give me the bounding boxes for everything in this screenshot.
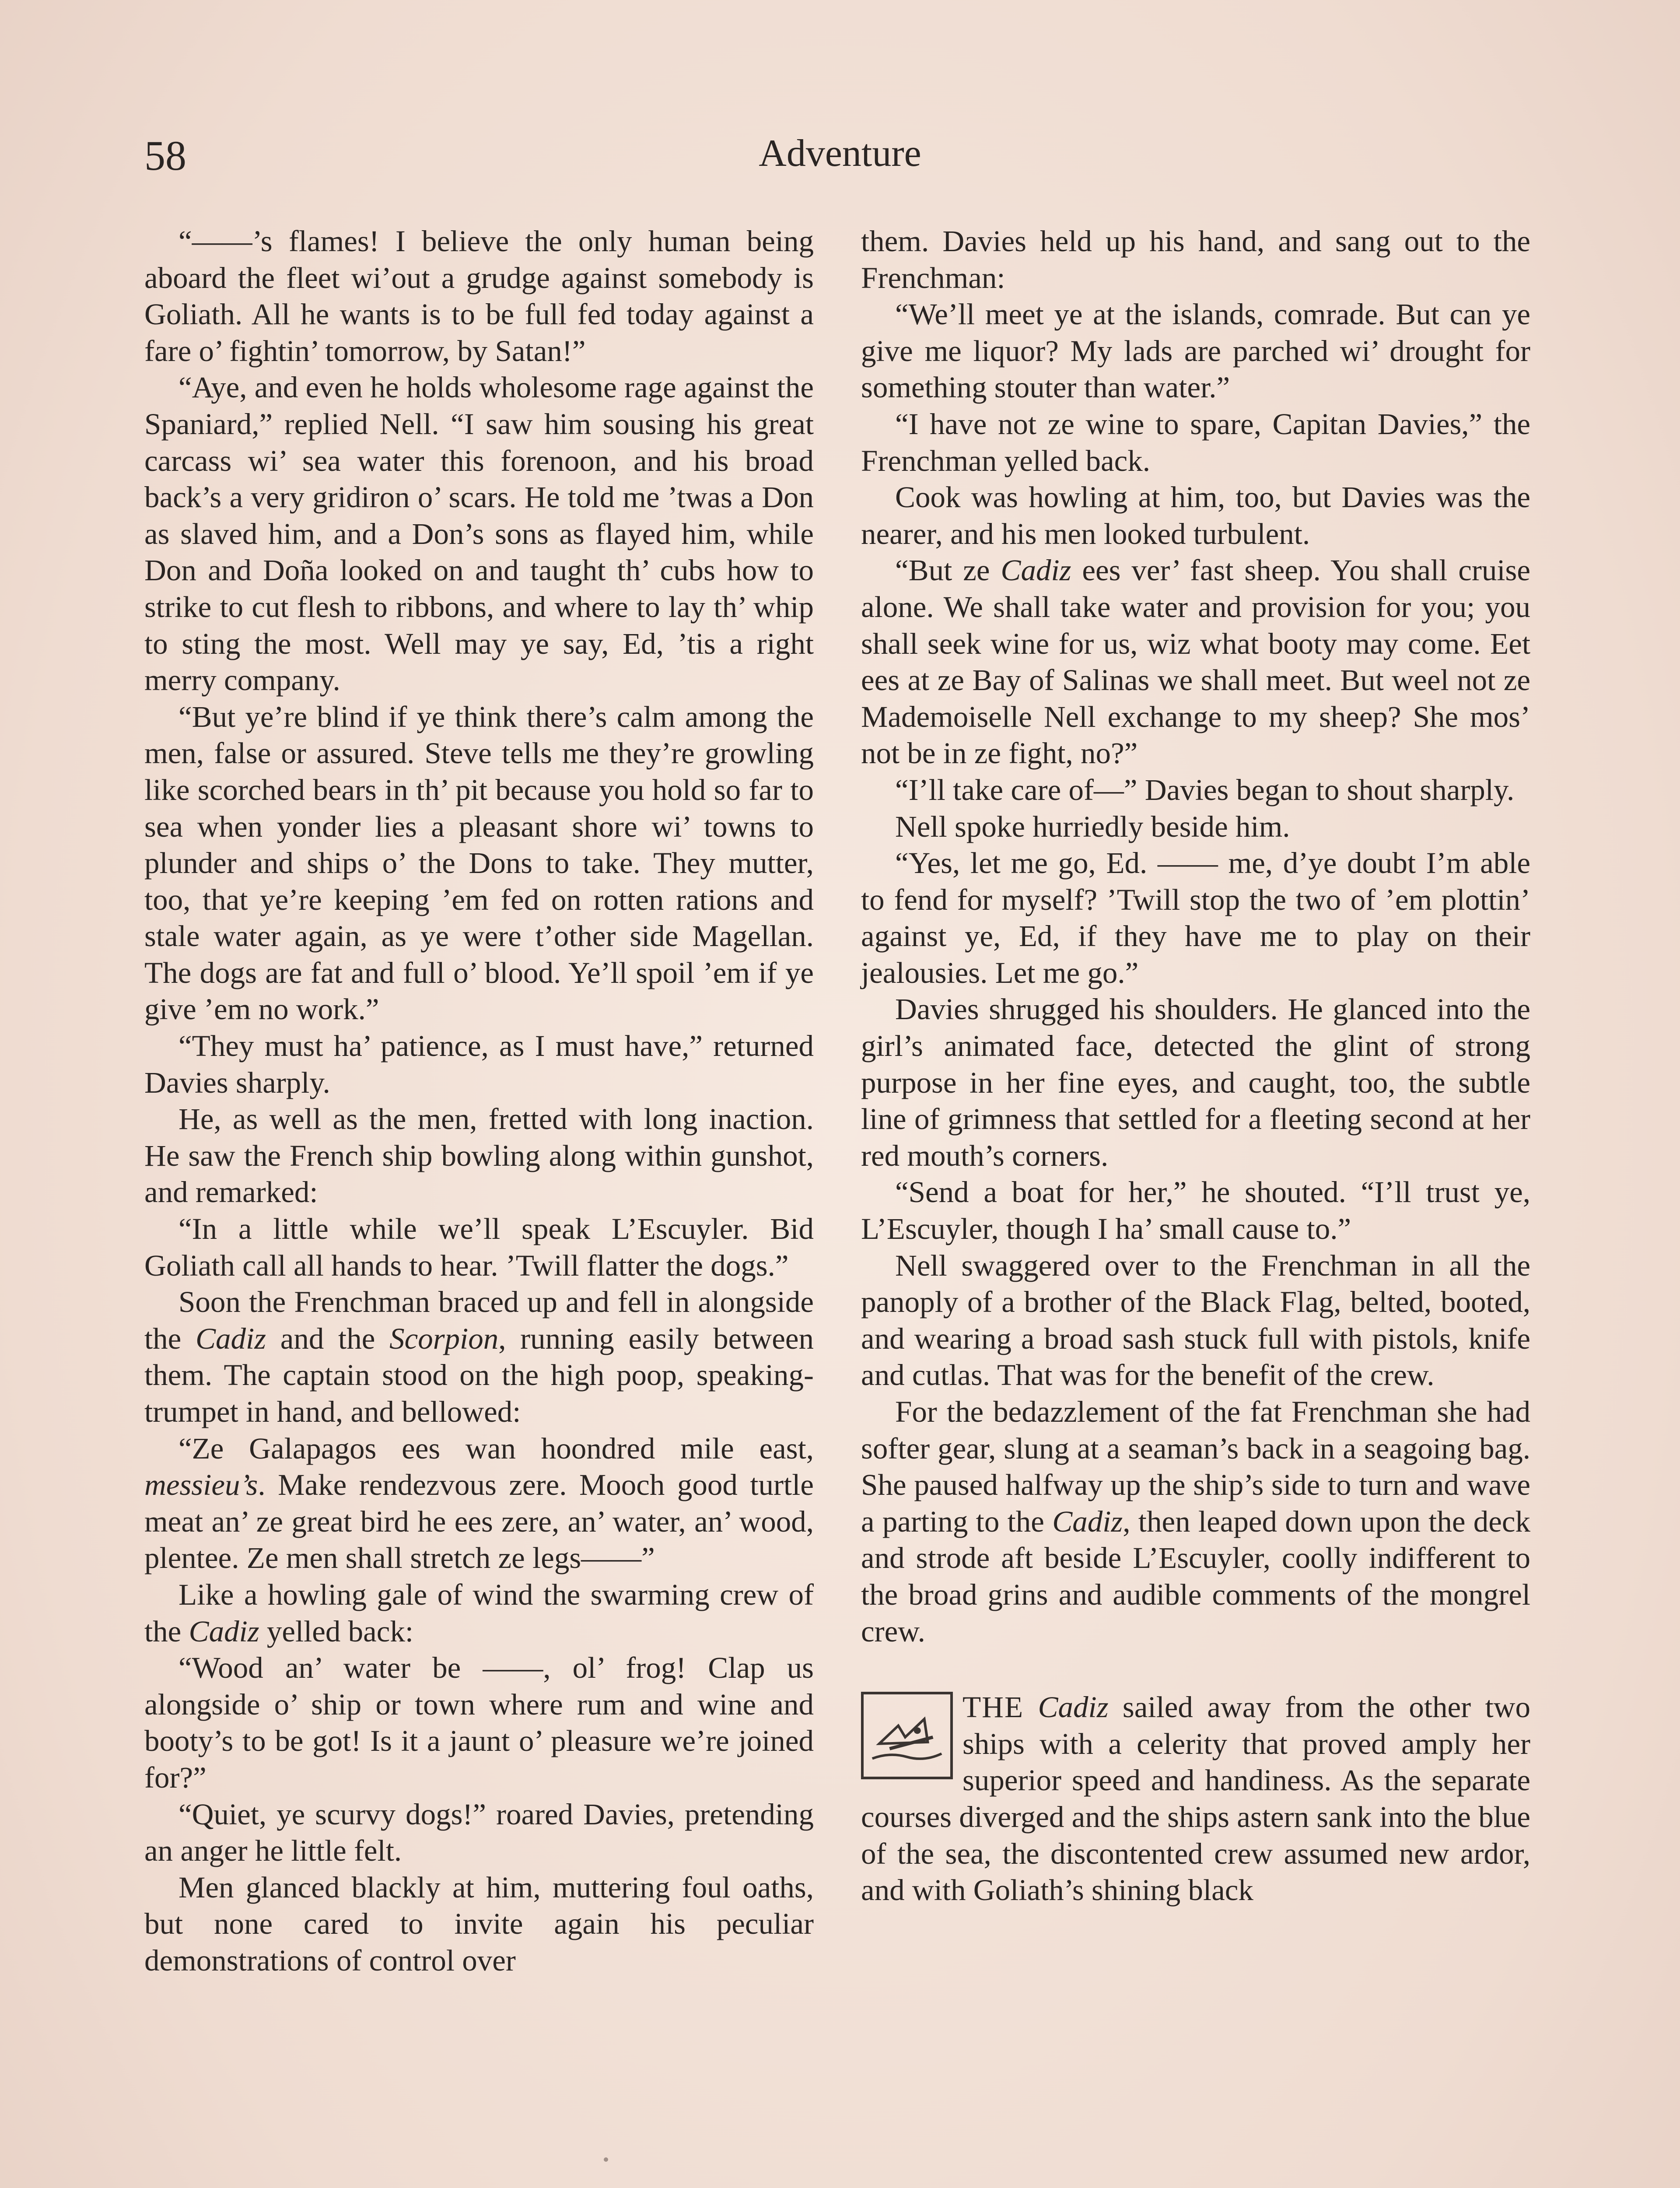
ship-vignette-icon [861, 1692, 953, 1779]
page-number: 58 [144, 132, 186, 179]
paragraph: “Ze Galapagos ees wan hoondred mile east, messieu’s. Make rendezvous zere. Mooch good turtle meat an’ ze great bird he ees zere, an’ water, an’ wood, plentee. Ze men shall stretch ze legs——” [144, 1431, 814, 1575]
paragraph: Soon the Frenchman braced up and fell in alongside the Cadiz and the Scorpion, running easily between them. The captain stood on the high poop, speaking-trumpet in hand, and bellowed: [144, 1285, 814, 1428]
paragraph: “Yes, let me go, Ed. —— me, d’ye doubt I’m able to fend for myself? ’Twill stop the two of ’em plottin’ against ye, Ed, if they have me to play on their jealousies. Let me go.” [861, 846, 1530, 989]
section-opening-paragraph: THE Cadiz sailed away from the other two ships with a celerity that proved amply her superior speed and handiness. As the separate courses diverged and the ships astern sank into the blue of the sea, the discontented crew assumed new ardor, and with Goliath’s shining black [861, 1690, 1530, 1907]
paragraph: Men glanced blackly at him, muttering foul oaths, but none cared to invite again his peculiar demonstrations of control over [144, 1870, 814, 1977]
paper-speck [604, 2157, 608, 2162]
paragraph: For the bedazzlement of the fat Frenchman she had softer gear, slung at a seaman’s back in a seagoing bag. She paused halfway up the ship’s side to turn and wave a parting to the Cadiz, then leaped down upon the deck and strode aft beside L’Escuyler, coolly indifferent to the broad grins and audible comments of the mongrel crew. [861, 1395, 1530, 1648]
paragraph: “Aye, and even he holds wholesome rage against the Spaniard,” replied Nell. “I saw him sousing his great carcass wi’ sea water this forenoon, and his broad back’s a very gridiron o’ scars. He told me ’twas a Don as slaved him, and a Don’s sons as flayed him, while Don and Doña looked on and taught th’ cubs how to strike to cut flesh to ribbons, and where to lay th’ whip to sting the most. Well may ye say, Ed, ’tis a right merry company. [144, 371, 814, 697]
paragraph: Nell spoke hurriedly beside him. [895, 810, 1290, 843]
paragraph: “In a little while we’ll speak L’Escuyler. Bid Goliath call all hands to hear. ’Twill flatter the dogs.” [144, 1212, 814, 1282]
left-text-column [144, 223, 814, 1979]
paragraph: Davies shrugged his shoulders. He glanced into the girl’s animated face, detected the glint of strong purpose in her fine eyes, and caught, too, the subtle line of grimness that settled for a fleeting second at her red mouth’s corners. [861, 992, 1530, 1172]
running-title: Adventure [759, 132, 921, 175]
paragraph: “Send a boat for her,” he shouted. “I’ll trust ye, L’Escuyler, though I ha’ small cause to.” [861, 1175, 1530, 1246]
paragraph: “——’s flames! I believe the only human being aboard the fleet wi’out a grudge against somebody is Goliath. All he wants is to be full fed today against a fare o’ fightin’ tomorrow, by Satan!” [144, 224, 814, 368]
paragraph: “I’ll take care of—” Davies began to shout sharply. [895, 773, 1515, 806]
paragraph: “They must ha’ patience, as I must have,” returned Davies sharply. [144, 1029, 814, 1099]
paragraph: Nell swaggered over to the Frenchman in all the panoply of a brother of the Black Flag, belted, booted, and wearing a broad sash stuck full with pistols, knife and cutlas. That was for the benefit of the crew. [861, 1248, 1530, 1392]
right-text-column [861, 223, 1530, 1909]
paragraph: “But ze Cadiz ees ver’ fast sheep. You shall cruise alone. We shall take water and provision for you; you shall seek wine for us, wiz what booty may come. Eet ees at ze Bay of Salinas we shall meet. But weel not ze Mademoiselle Nell exchange to my sheep? She mos’ not be in ze fight, no?” [861, 554, 1530, 770]
section-opening [861, 1689, 1530, 1909]
page-header [0, 131, 1680, 188]
paragraph: “I have not ze wine to spare, Capitan Davies,” the Frenchman yelled back. [861, 407, 1530, 477]
paragraph: “Quiet, ye scurvy dogs!” roared Davies, pretending an anger he little felt. [144, 1797, 814, 1868]
paragraph: “But ye’re blind if ye think there’s calm among the men, false or assured. Steve tells me they’re growling like scorched bears in th’ pit because you hold so far to sea when yonder lies a pleasant shore wi’ towns to plunder and ships o’ the Dons to take. They mutter, too, that ye’re keeping ’em fed on rotten rations and stale water again, as ye were t’other side Magellan. The dogs are fat and full o’ blood. Ye’ll spoil ’em if ye give ’em no work.” [144, 700, 814, 1026]
paragraph: Like a howling gale of wind the swarming crew of the Cadiz yelled back: [144, 1578, 814, 1648]
paragraph: them. Davies held up his hand, and sang out to the Frenchman: [861, 224, 1530, 295]
paragraph: Cook was howling at him, too, but Davies was the nearer, and his men looked turbulent. [861, 480, 1530, 551]
paragraph: He, as well as the men, fretted with long inaction. He saw the French ship bowling along within gunshot, and remarked: [144, 1102, 814, 1209]
paragraph: “We’ll meet ye at the islands, comrade. But can ye give me liquor? My lads are parched wi’ drought for something stouter than water.” [861, 298, 1530, 404]
paragraph: “Wood an’ water be ——, ol’ frog! Clap us alongside o’ ship or town where rum and wine and booty’s to be got! Is it a jaunt o’ pleasure we’re joined for?” [144, 1651, 814, 1794]
